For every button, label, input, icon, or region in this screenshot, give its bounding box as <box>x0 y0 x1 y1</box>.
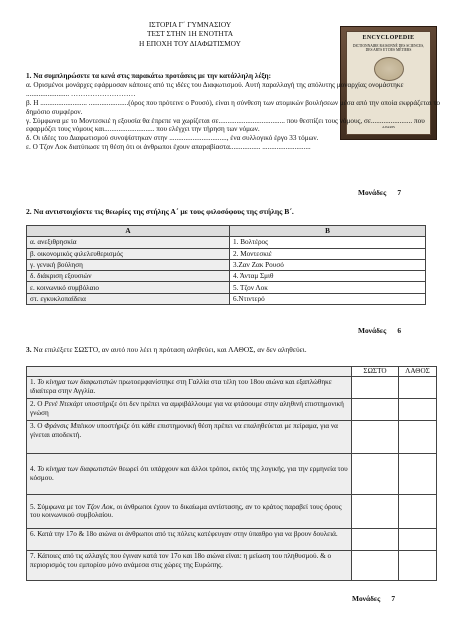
section-1-marks: Μονάδες 7 <box>358 188 402 197</box>
statement-row: 3. Ο Φράνσις Μπέικον υποστήριζε ότι κάθε επιστημονική θέση πρέπει να επαληθεύεται με πείραμα, για να γίνεται αποδεκτή. <box>27 420 437 453</box>
statement-row: 2. Ο Ρενέ Ντεκάρτ υποστήριζε ότι δεν πρέπει να αμφιβάλλουμε για να φτάσουμε στην αληθινή επιστημονική γνώση <box>27 398 437 420</box>
true-answer-cell[interactable] <box>352 528 399 550</box>
matching-table <box>26 225 426 305</box>
true-answer-cell[interactable] <box>352 398 399 420</box>
section-1-title: 1. Να συμπληρώσετε τα κενά στις παρακάτω προτάσεις με την κατάλληλη λέξη: <box>26 72 272 80</box>
header-subject: ΙΣΤΟΡΙΑ Γ΄ ΓΥΜΝΑΣΙΟΥ <box>148 20 232 29</box>
false-answer-cell[interactable] <box>399 494 437 528</box>
true-answer-cell[interactable] <box>352 453 399 494</box>
column-false-header: ΛΑΘΟΣ <box>399 367 437 377</box>
table-row: στ. εγκυκλοπαίδεια 6.Ντιντερό <box>27 293 426 304</box>
column-true-header: ΣΩΣΤΟ <box>352 367 399 377</box>
true-answer-cell[interactable] <box>352 550 399 580</box>
worksheet-header <box>90 20 290 48</box>
true-answer-cell[interactable] <box>352 494 399 528</box>
item-a: α. Ορισμένοι μονάρχες εφάρμοσαν κάποιες από τις ιδέες του Διαφωτισμού. Αυτή παραλλαγή της απόλυτης μοναρχίας ονομάστηκε ........................ ……………………… <box>26 80 404 98</box>
section-3-title: 3. Να επιλέξετε ΣΩΣΤΟ, αν αυτό που λέει η πρόταση αληθεύει, και ΛΑΘΟΣ, αν δεν αληθεύει. <box>26 345 307 354</box>
false-answer-cell[interactable] <box>399 420 437 453</box>
statement-row: 5. Σύμφωνα με τον Τζον Λοκ, οι άνθρωποι έχουν το δικαίωμα αντίστασης, αν το κράτος παραβεί τους όρους του κοινωνικού συμβολαίου. <box>27 494 437 528</box>
cover-subtitle: DICTIONNAIRE RAISONNÉ DES SCIENCES, DES ARTS ET DES MÉTIERS <box>352 43 425 52</box>
item-b: β. Η .......................... ......................(όρος που πρότεινε ο Ρουσό), είναι η σύνθεση των ατομικών βουλήσεων μέσα από την οποία εκφράζεται το δημόσιο συμφέρον. <box>26 98 440 116</box>
header-topic: Η ΕΠΟΧΗ ΤΟΥ ΔΙΑΦΩΤΙΣΜΟΥ <box>139 38 241 48</box>
cover-footer: A PARIS <box>382 125 395 129</box>
section-2-marks: Μονάδες 6 <box>358 326 402 335</box>
item-c: γ. Σύμφωνα με το Μοντεσκιέ η εξουσία θα έπρεπε να χωρίζεται σε..................................... που θεσπίζει τους νόμους, σε....................... που εφαρμόζει τους νόμους και............................ που ελέγχει την τήρηση των νόμων. <box>26 116 425 134</box>
table-row: β. οικονομικός φιλελευθερισμός 2. Μοντεσκιέ <box>27 248 426 259</box>
false-answer-cell[interactable] <box>399 398 437 420</box>
item-d: δ. Οι ιδέες του Διαφωτισμού συνοψίστηκαν στην ................................, ένα συλλογικό έργο 33 τόμων. <box>26 134 319 143</box>
section-2-title: 2. Να αντιστοιχίσετε τις θεωρίες της στήλης Α΄ με τους φιλοσόφους της στήλης Β΄. <box>26 207 294 216</box>
table-row: α. ανεξιθρησκία 1. Βολτέρος <box>27 237 426 248</box>
section-3-marks: Μονάδες 7 <box>352 594 396 603</box>
header-test: ΤΕΣΤ ΣΤΗΝ 1Η ΕΝΟΤΗΤΑ <box>146 29 234 39</box>
true-answer-cell[interactable] <box>352 376 399 398</box>
table-row: δ. διάκριση εξουσιών 4. Άνταμ Σμιθ <box>27 271 426 282</box>
table-row: γ. γενική βούληση 3.Ζαν Ζακ Ρουσό <box>27 259 426 270</box>
false-answer-cell[interactable] <box>399 528 437 550</box>
table-row: ε. κοινωνικό συμβόλαιο 5. Τζον Λοκ <box>27 282 426 293</box>
statement-row: 4. Το κίνημα των διαφωτιστών θεωρεί ότι υπάρχουν και άλλοι τρόποι, εκτός της λογικής, για την ερμηνεία του κόσμου. <box>27 453 437 494</box>
section-1-fill-blanks <box>26 72 440 152</box>
statement-row: 1. Το κίνημα των διαφωτιστών πρωτοεμφανίστηκε στη Γαλλία στα τέλη του 18ου αιώνα και εξαπλώθηκε ιδιαίτερα στην Αγγλία. <box>27 376 437 398</box>
false-answer-cell[interactable] <box>399 376 437 398</box>
item-e: ε. Ο Τζον Λοκ διατύπωσε τη θέση ότι οι άνθρωποι έχουν απαραβίαστα................. ........................... <box>26 143 311 152</box>
statement-row: 6. Κατά την 17ο & 18ο αιώνα οι άνθρωποι από τις πόλεις κατέφευγαν στην ύπαιθρο για να βρουν δουλειά. <box>27 528 437 550</box>
statement-row: 7. Κάποιες από τις αλλαγές που έγιναν κατά τον 17ο και 18ο αιώνα είναι: η μείωση του πληθυσμού. & ο περιορισμός του εμπορίου μόνο ανάμεσα στις χώρες της Ευρώπης. <box>27 550 437 580</box>
true-answer-cell[interactable] <box>352 420 399 453</box>
cover-title: ENCYCLOPEDIE <box>362 35 415 41</box>
false-answer-cell[interactable] <box>399 550 437 580</box>
column-b-header: Β <box>230 226 426 237</box>
false-answer-cell[interactable] <box>399 453 437 494</box>
column-a-header: Α <box>27 226 230 237</box>
true-false-table <box>26 366 437 581</box>
